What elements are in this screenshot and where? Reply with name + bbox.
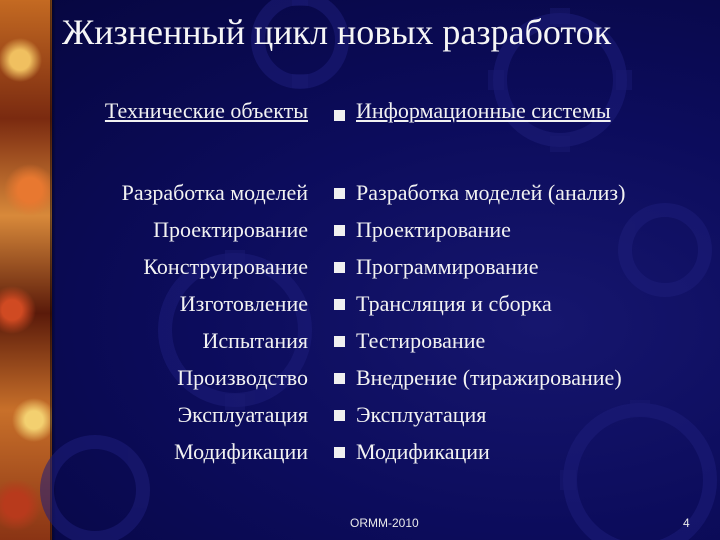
list-item-left: Конструирование bbox=[143, 254, 308, 279]
slide-footer bbox=[0, 512, 720, 532]
list-item-right: Проектирование bbox=[356, 217, 511, 242]
list-item-right: Внедрение (тиражирование) bbox=[356, 365, 622, 390]
column-header-technical-objects: Технические объекты bbox=[104, 98, 308, 123]
list-item-right: Программирование bbox=[356, 254, 539, 279]
list-item-left: Изготовление bbox=[179, 291, 308, 316]
square-bullet-icon bbox=[334, 447, 345, 458]
list-item bbox=[0, 437, 720, 474]
column-header-row bbox=[0, 98, 720, 132]
list-item-right: Трансляция и сборка bbox=[356, 291, 552, 316]
list-item bbox=[0, 400, 720, 437]
list-item-left: Производство bbox=[177, 365, 308, 390]
list-item bbox=[0, 363, 720, 400]
square-bullet-icon bbox=[334, 225, 345, 236]
square-bullet-icon bbox=[334, 410, 345, 421]
list-item bbox=[0, 215, 720, 252]
list-item-right: Модификации bbox=[356, 439, 490, 464]
list-item-left: Разработка моделей bbox=[121, 180, 308, 205]
list-item bbox=[0, 252, 720, 289]
list-item-right: Тестирование bbox=[356, 328, 486, 353]
square-bullet-icon bbox=[334, 336, 345, 347]
list-item bbox=[0, 289, 720, 326]
column-header-information-systems: Информационные системы bbox=[356, 98, 611, 123]
page-number: 4 bbox=[683, 516, 690, 530]
list-item-left: Проектирование bbox=[153, 217, 308, 242]
comparison-list bbox=[0, 178, 720, 474]
slide-title: Жизненный цикл новых разработок bbox=[62, 12, 612, 52]
list-item-right: Эксплуатация bbox=[356, 402, 487, 427]
square-bullet-icon bbox=[334, 299, 345, 310]
square-bullet-icon bbox=[334, 188, 345, 199]
list-item-left: Модификации bbox=[174, 439, 308, 464]
list-item-right: Разработка моделей (анализ) bbox=[356, 180, 626, 205]
square-bullet-icon bbox=[334, 373, 345, 384]
list-item bbox=[0, 178, 720, 215]
footer-text: ORMM-2010 bbox=[350, 516, 419, 530]
square-bullet-icon bbox=[334, 110, 345, 121]
list-item-left: Эксплуатация bbox=[177, 402, 308, 427]
list-item bbox=[0, 326, 720, 363]
list-item-left: Испытания bbox=[202, 328, 308, 353]
square-bullet-icon bbox=[334, 262, 345, 273]
